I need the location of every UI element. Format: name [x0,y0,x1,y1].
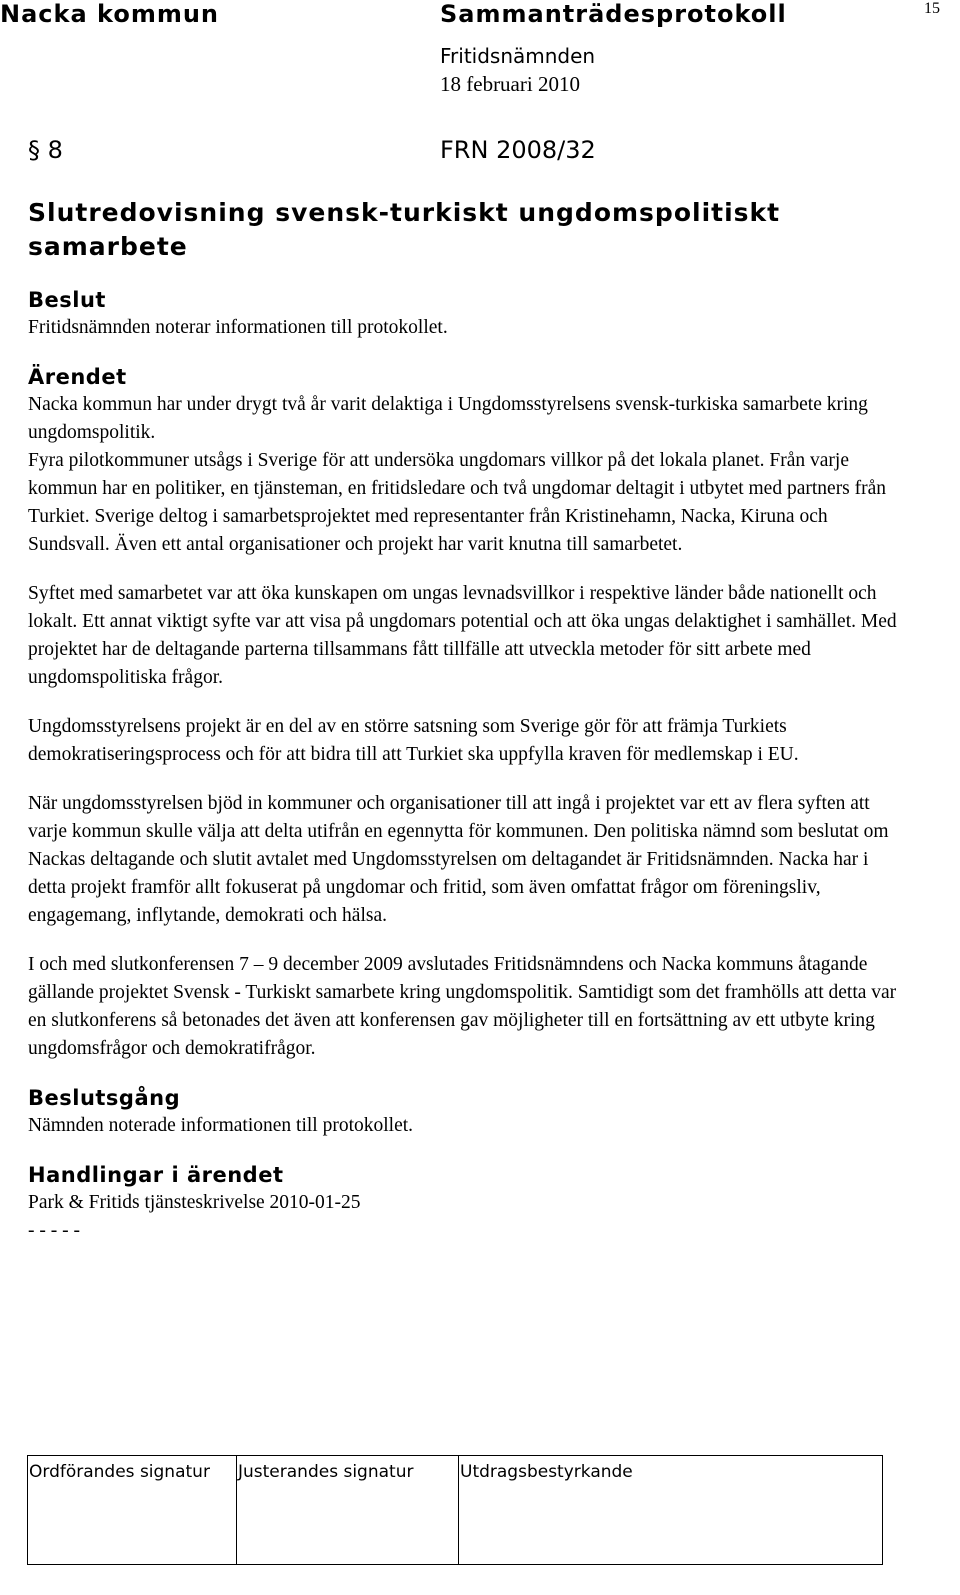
paragraph-number-value: 8 [47,136,63,164]
document-title: Sammanträdesprotokoll [440,0,787,28]
organization-name: Nacka kommun [0,0,220,28]
arendet-paragraph-5: I och med slutkonferensen 7 – 9 december 2009 avslutades Fritidsnämndens och Nacka kommuns åtagande gällande projektet Svensk - Turkiskt samarbete kring ungdomspolitik. Samtidigt som det framhölls att detta var en slutkonferens så betonades det även att konferensen gav möjligheter till en fortsättning av ett utbyte kring ungdomsfrågor och demokratifrågor. [28,954,897,1059]
beslut-heading: Beslut [28,288,106,312]
beslutsgang-heading: Beslutsgång [28,1086,181,1110]
separator-line: - - - - - [28,1220,80,1241]
arendet-intro: Nacka kommun har under drygt två år varit delaktiga i Ungdomsstyrelsens svensk-turkiska samarbete kring ungdomspolitik. [28,394,868,443]
handlingar-text: Park & Fritids tjänsteskrivelse 2010-01-25 [28,1192,361,1213]
chair-signature-box: Ordförandes signatur [28,1456,237,1565]
committee-name: Fritidsnämnden [440,44,596,68]
signature-table [27,1455,883,1565]
beslutsgang-text: Nämnden noterade informationen till protokollet. [28,1115,414,1136]
document-body [28,286,908,1245]
paragraph-number [28,136,63,164]
arendet-paragraph-3: Ungdomsstyrelsens projekt är en del av en större satsning som Sverige gör för att främja Turkiets demokratiseringsprocess och för att bidra till att Turkiet ska uppfylla kraven för medlemskap i EU. [28,716,799,765]
case-number: FRN 2008/32 [440,136,596,164]
page-number: 15 [924,0,940,17]
arendet-heading: Ärendet [28,365,127,389]
arendet-paragraph-2: Syftet med samarbetet var att öka kunskapen om ungas levnadsvillkor i respektive länder både nationellt och lokalt. Ett annat viktigt syfte var att visa på ungdomars potential och att öka ungas delaktighet i samhället. Med projektet har de deltagande parterna tillsammans fått tillfälle att utveckla metoder för sitt arbete med ungdomspolitiska frågor. [28,583,897,688]
extract-certification-box: Utdragsbestyrkande [459,1456,883,1565]
arendet-paragraph-4: När ungdomsstyrelsen bjöd in kommuner och organisationer till att ingå i projektet var ett av flera syften att varje kommun skulle välja att delta utifrån en egennytta för kommunen. Den politiska nämnd som beslutat om Nackas deltagande och slutit avtalet med Ungdomsstyrelsen om deltagandet är Fritidsnämnden. Nacka har i detta projekt framför allt fokuserat på ungdomar och fritid, som även omfattat frågor om föreningsliv, engagemang, inflytande, demokrati och hälsa. [28,793,889,926]
meeting-date: 18 februari 2010 [440,72,580,96]
arendet-paragraph-1: Fyra pilotkommuner utsågs i Sverige för att undersöka ungdomars villkor på det lokala planet. Från varje kommun har en politiker, en tjänsteman, en fritidsledare och två ungdomar deltagit i utbytet med partners från Turkiet. Sverige deltog i samarbetsprojektet med representanter från Kristinehamn, Nacka, Kiruna och Sundsvall. Även ett antal organisationer och projekt har varit knutna till samarbetet. [28,450,887,555]
adjuster-signature-box: Justerandes signatur [237,1456,459,1565]
beslut-text: Fritidsnämnden noterar informationen till protokollet. [28,317,448,338]
item-title: Slutredovisning svensk-turkiskt ungdomspolitiskt samarbete [28,198,781,261]
handlingar-heading: Handlingar i ärendet [28,1163,284,1187]
paragraph-symbol: § [28,136,40,164]
